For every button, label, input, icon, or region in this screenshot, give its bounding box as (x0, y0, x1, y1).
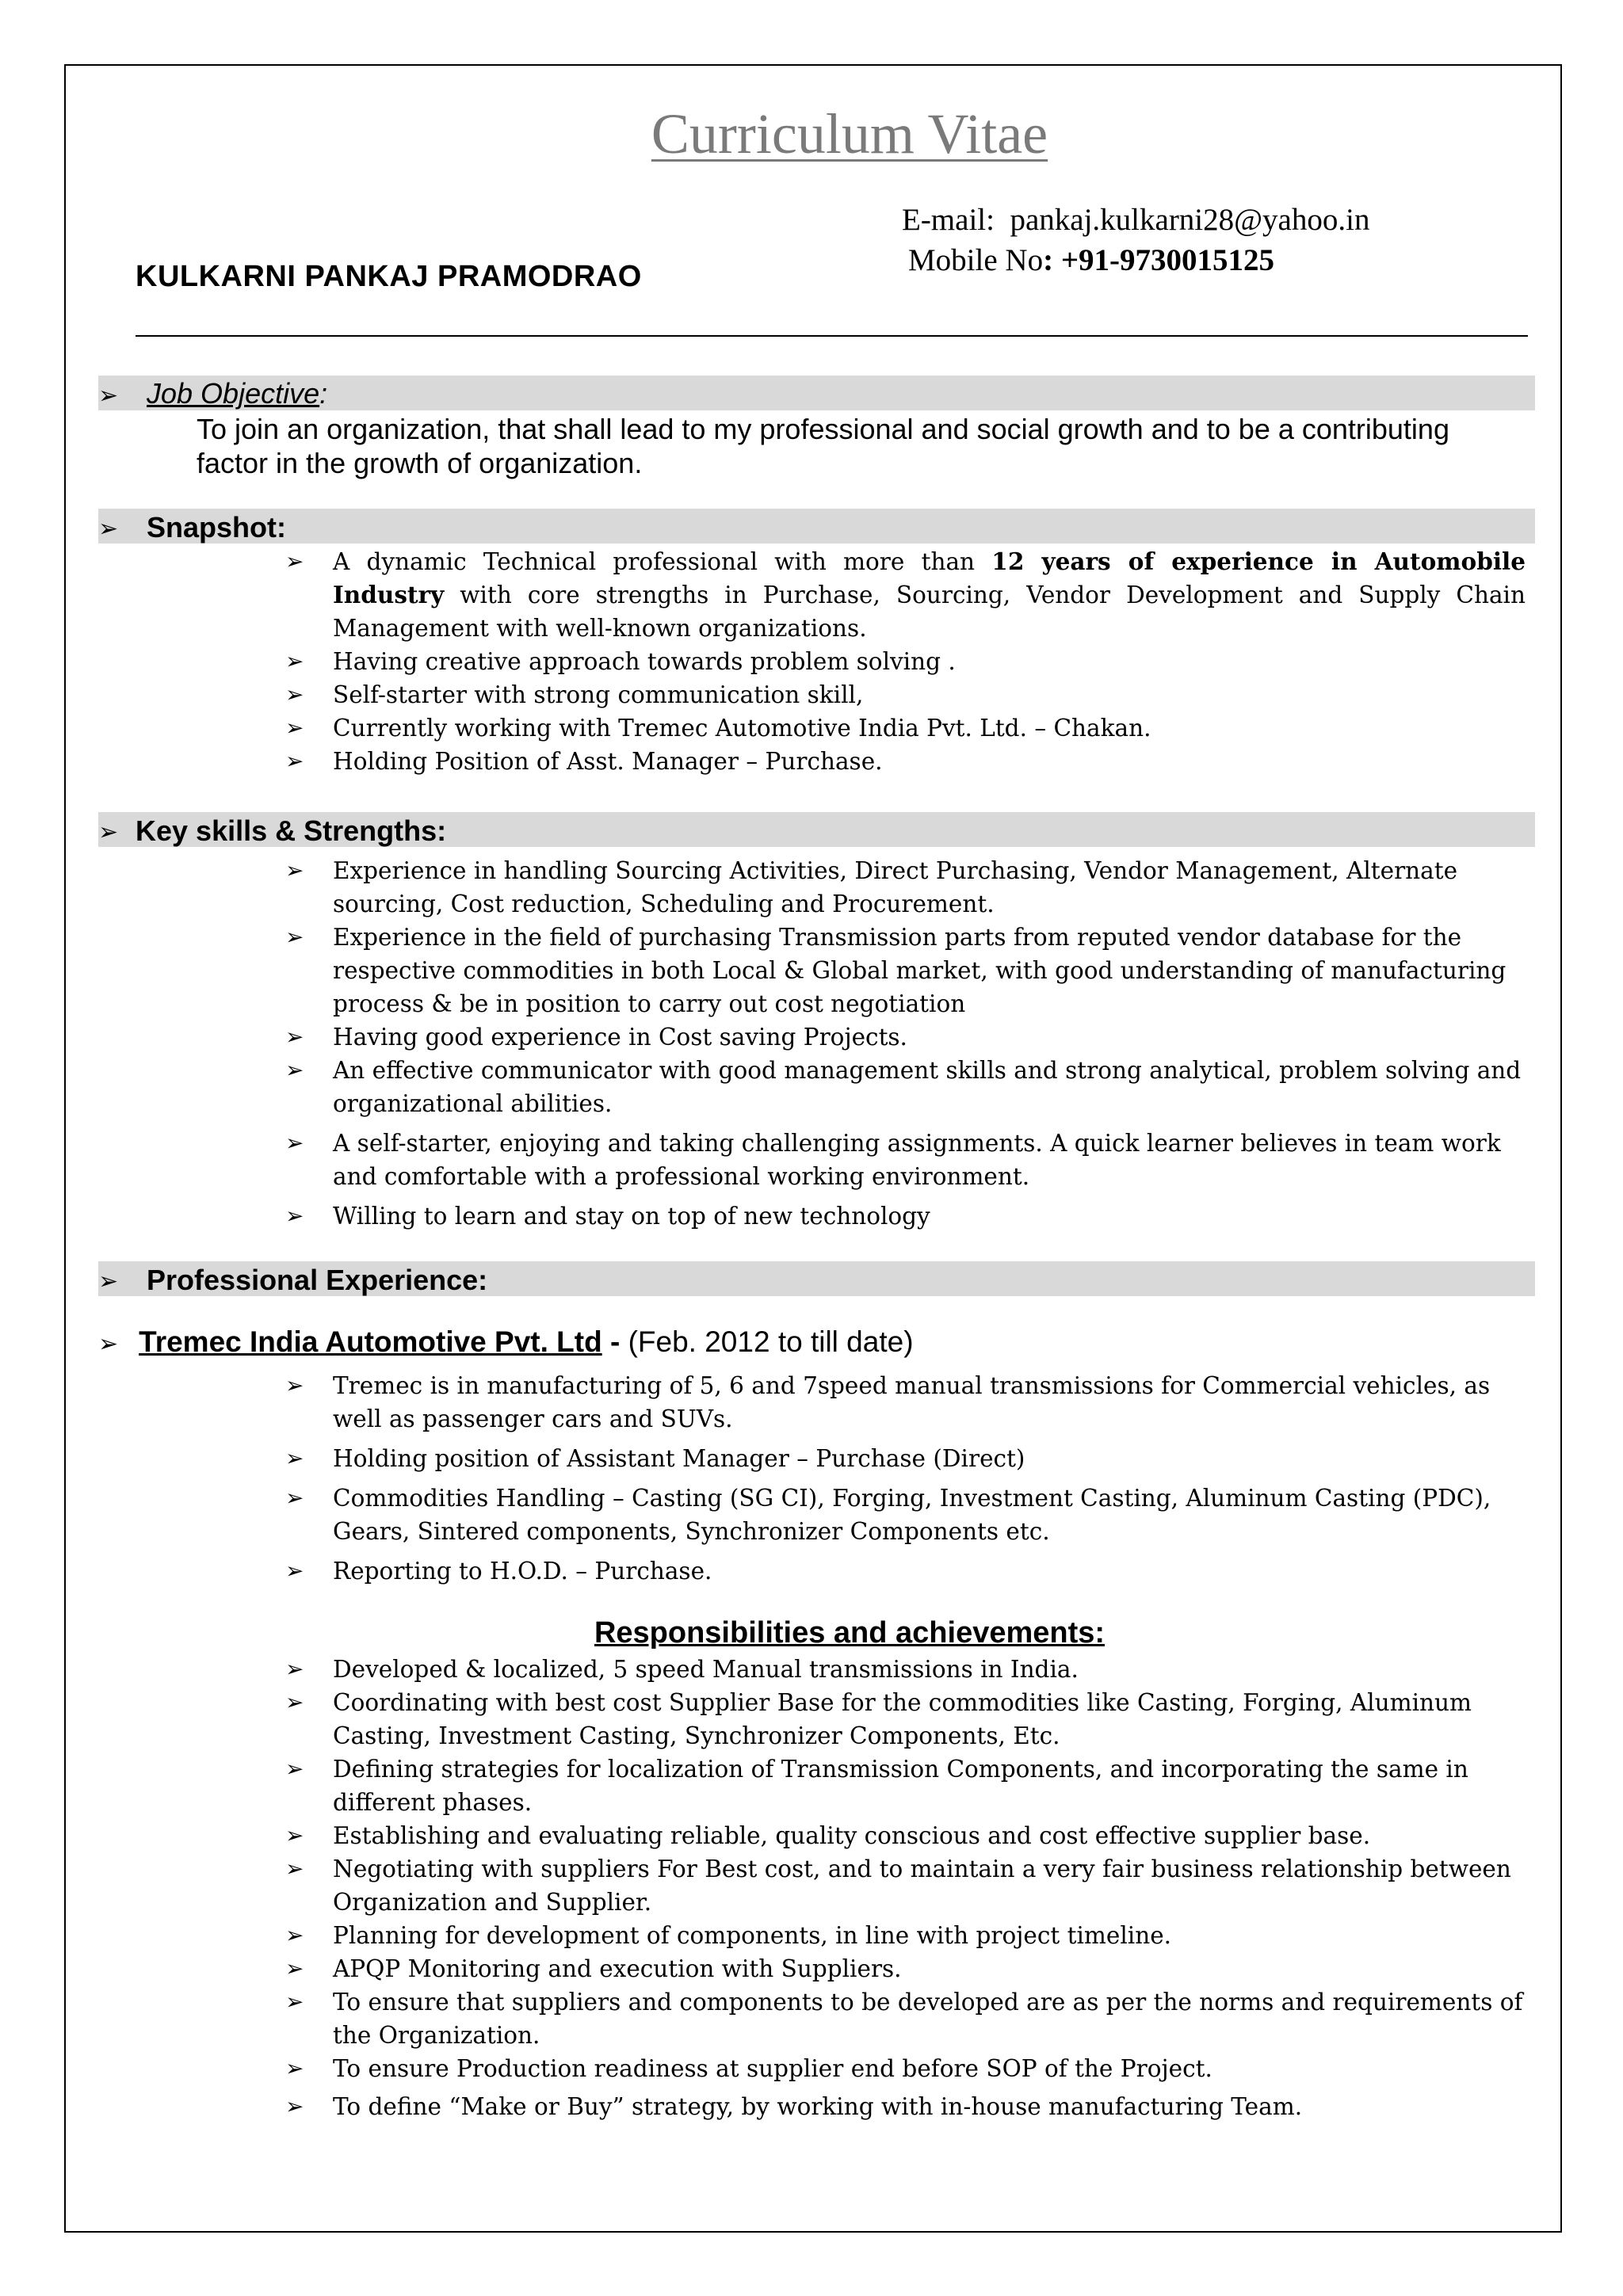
company-list (285, 1369, 1526, 1588)
list-item: ➢ A self-starter, enjoying and taking challenging assignments. A quick learner believes in team work and comfortable with a professional working environment. (285, 1127, 1526, 1193)
list-item: ➢ Commodities Handling – Casting (SG CI), Forging, Investment Casting, Aluminum Casting (PDC), Gears, Sintered components, Synchronizer Components etc. (285, 1482, 1526, 1548)
arrow-bullet-icon: ➢ (98, 818, 119, 846)
objective-heading: Job Objective: (147, 377, 328, 410)
arrow-bullet-icon: ➢ (285, 1130, 304, 1156)
list-item: ➢ APQP Monitoring and execution with Suppliers. (285, 1952, 1526, 1985)
arrow-bullet-icon: ➢ (285, 2055, 304, 2081)
responsibilities-list (285, 1653, 1526, 2123)
list-item: ➢ Reporting to H.O.D. – Purchase. (285, 1554, 1526, 1588)
arrow-bullet-icon: ➢ (285, 924, 304, 950)
arrow-bullet-icon: ➢ (285, 1485, 304, 1511)
skills-heading: Key skills & Strengths: (136, 814, 447, 847)
arrow-bullet-icon: ➢ (285, 1024, 304, 1050)
skills-list (285, 854, 1526, 1233)
arrow-bullet-icon: ➢ (285, 748, 304, 774)
header-divider (136, 335, 1528, 337)
arrow-bullet-icon: ➢ (285, 1989, 304, 2015)
snapshot-list (285, 545, 1526, 778)
list-item: ➢ Experience in the field of purchasing Transmission parts from reputed vendor database for the respective commodities in both Local & Global market, with good understanding of manufacturing process & be in position to carry out cost negotiation (285, 921, 1526, 1020)
list-item: ➢ Negotiating with suppliers For Best cost, and to maintain a very fair business relationship between Organization and Supplier. (285, 1852, 1526, 1919)
list-item: ➢ Establishing and evaluating reliable, quality conscious and cost effective supplier base. (285, 1819, 1526, 1852)
arrow-bullet-icon: ➢ (98, 515, 119, 543)
list-item: ➢ Planning for development of components, in line with project timeline. (285, 1919, 1526, 1952)
company-dates: (Feb. 2012 to till date) (628, 1325, 914, 1358)
experience-heading: Professional Experience: (147, 1264, 488, 1296)
list-item: ➢ To ensure Production readiness at supplier end before SOP of the Project. (285, 2052, 1526, 2085)
list-item: ➢ Holding Position of Asst. Manager – Purchase. (285, 745, 1526, 778)
arrow-bullet-icon: ➢ (285, 648, 304, 674)
list-item: ➢ Developed & localized, 5 speed Manual transmissions in India. (285, 1653, 1526, 1686)
arrow-bullet-icon: ➢ (285, 1855, 304, 1882)
arrow-bullet-icon: ➢ (285, 1756, 304, 1782)
arrow-bullet-icon: ➢ (285, 1372, 304, 1398)
arrow-bullet-icon: ➢ (285, 1558, 304, 1584)
arrow-bullet-icon: ➢ (285, 1656, 304, 1682)
list-item: ➢ Having creative approach towards problem solving . (285, 645, 1526, 678)
section-band-snapshot (98, 509, 1535, 543)
arrow-bullet-icon: ➢ (285, 548, 304, 574)
email-label: E-mail: (902, 203, 995, 237)
arrow-bullet-icon: ➢ (98, 382, 119, 410)
list-item: ➢ Experience in handling Sourcing Activities, Direct Purchasing, Vendor Management, Alternate sourcing, Cost reduction, Scheduling and Procurement. (285, 854, 1526, 921)
list-item: ➢ Tremec is in manufacturing of 5, 6 and 7speed manual transmissions for Commercial vehicles, as well as passenger cars and SUVs. (285, 1369, 1526, 1436)
list-item: ➢ Defining strategies for localization of Transmission Components, and incorporating the same in different phases. (285, 1753, 1526, 1819)
objective-text: To join an organization, that shall lead to my professional and social growth and to be a contributing factor in the growth of organization. (197, 413, 1449, 479)
snapshot-heading: Snapshot: (147, 511, 286, 543)
list-item: ➢ To define “Make or Buy” strategy, by working with in-house manufacturing Team. (285, 2090, 1526, 2123)
list-item: ➢ A dynamic Technical professional with more than 12 years of experience in Automobile Industry with core strengths in Purchase, Sourcing, Vendor Development and Supply Chain Management with well-known organizations. (285, 545, 1526, 645)
arrow-bullet-icon: ➢ (285, 1922, 304, 1948)
arrow-bullet-icon: ➢ (285, 681, 304, 707)
document-title: Curriculum Vitae (651, 102, 1048, 166)
list-item: ➢ Holding position of Assistant Manager – Purchase (Direct) (285, 1442, 1526, 1475)
candidate-name: KULKARNI PANKAJ PRAMODRAO (136, 260, 642, 293)
arrow-bullet-icon: ➢ (285, 1203, 304, 1229)
company-name: Tremec India Automotive Pvt. Ltd (139, 1325, 602, 1358)
arrow-bullet-icon: ➢ (285, 715, 304, 741)
arrow-bullet-icon: ➢ (285, 1057, 304, 1083)
company-line: ➢ Tremec India Automotive Pvt. Ltd - (Feb. 2012 to till date) (98, 1325, 914, 1358)
mobile-line (908, 242, 1274, 278)
responsibilities-heading: Responsibilities and achievements: (594, 1616, 1106, 1650)
arrow-bullet-icon: ➢ (98, 1330, 119, 1358)
arrow-bullet-icon: ➢ (285, 1822, 304, 1848)
list-item: ➢ Willing to learn and stay on top of new technology (285, 1199, 1526, 1233)
mobile-label: Mobile No (908, 243, 1044, 277)
arrow-bullet-icon: ➢ (285, 1445, 304, 1471)
list-item: ➢ Currently working with Tremec Automotive India Pvt. Ltd. – Chakan. (285, 711, 1526, 745)
list-item: ➢ An effective communicator with good management skills and strong analytical, problem solving and organizational abilities. (285, 1054, 1526, 1120)
arrow-bullet-icon: ➢ (285, 2093, 304, 2119)
arrow-bullet-icon: ➢ (285, 857, 304, 883)
list-item: ➢ Having good experience in Cost saving Projects. (285, 1020, 1526, 1054)
email-line (902, 202, 1369, 238)
email-address: pankaj.kulkarni28@yahoo.in (1010, 203, 1370, 237)
arrow-bullet-icon: ➢ (285, 1689, 304, 1715)
list-item: ➢ Self-starter with strong communication skill, (285, 678, 1526, 711)
arrow-bullet-icon: ➢ (285, 1955, 304, 1981)
list-item: ➢ Coordinating with best cost Supplier Base for the commodities like Casting, Forging, Aluminum Casting, Investment Casting, Synchronizer Components, Etc. (285, 1686, 1526, 1753)
arrow-bullet-icon: ➢ (98, 1268, 119, 1295)
mobile-number: : +91-9730015125 (1043, 243, 1275, 277)
list-item: ➢ To ensure that suppliers and components to be developed are as per the norms and requirements of the Organization. (285, 1985, 1526, 2052)
